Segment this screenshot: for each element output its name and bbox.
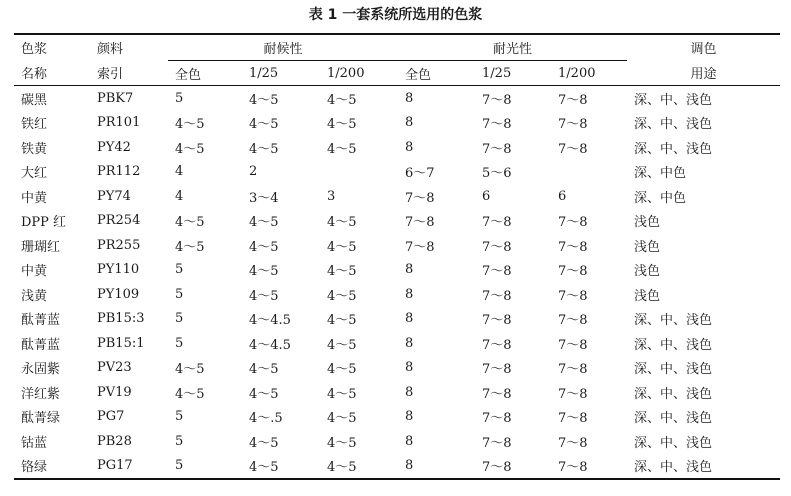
table-row	[14, 184, 780, 209]
cell-weather-full: 5	[175, 433, 184, 449]
cell-weather-full: 5	[175, 90, 184, 106]
cell-light-1-200: 6	[558, 188, 567, 204]
cell-tinting-usage: 深、中、浅色	[634, 386, 713, 402]
cell-light-full: 8	[405, 409, 414, 425]
table-row	[14, 429, 780, 454]
header-light-fastness: 耐光性	[398, 34, 627, 61]
table-row	[14, 282, 780, 307]
cell-pigment-index: PB15:1	[97, 335, 145, 351]
cell-weather-full: 4～5	[175, 215, 205, 231]
cell-weather-1-25: 3～4	[249, 190, 279, 206]
cell-light-full: 8	[405, 286, 414, 302]
header-pigment: 颜料	[97, 42, 124, 58]
cell-weather-full: 5	[175, 335, 184, 351]
cell-weather-1-200: 4～5	[327, 264, 357, 280]
cell-light-1-25: 7～8	[482, 362, 512, 378]
table-row	[14, 86, 780, 111]
header-index: 索引	[97, 67, 124, 83]
cell-light-1-200: 7～8	[558, 215, 588, 231]
cell-weather-1-200: 4～5	[327, 435, 357, 451]
table-row	[14, 307, 780, 332]
header-colorant: 色浆	[21, 42, 48, 58]
cell-weather-full: 4～5	[175, 117, 205, 133]
cell-weather-1-200	[320, 160, 398, 185]
cell-weather-full: 4～5	[175, 141, 205, 157]
cell-light-full: 8	[405, 335, 414, 351]
cell-light-full: 7～8	[405, 190, 435, 206]
cell-weather-1-200: 4～5	[327, 288, 357, 304]
cell-light-1-25: 7～8	[482, 264, 512, 280]
cell-weather-1-25: 4～5	[249, 288, 279, 304]
cell-weather-full: 5	[175, 286, 184, 302]
cell-weather-1-25: 4～5	[249, 264, 279, 280]
cell-light-1-200: 7～8	[558, 386, 588, 402]
cell-colorant-name: 铁黄	[21, 141, 48, 157]
cell-weather-full: 5	[175, 458, 184, 474]
table-row	[14, 405, 780, 430]
cell-weather-1-200: 4～5	[327, 239, 357, 255]
cell-pigment-index: PB15:3	[97, 311, 145, 327]
cell-colorant-name: 钴蓝	[21, 435, 48, 451]
cell-light-1-200: 7～8	[558, 264, 588, 280]
cell-light-1-200: 7～8	[558, 460, 588, 476]
table-title: 表 1 一套系统所选用的色浆	[308, 7, 483, 23]
cell-light-full: 8	[405, 262, 414, 278]
cell-weather-1-200: 4～5	[327, 460, 357, 476]
header-weather-1-200: 1/200	[327, 65, 365, 81]
cell-weather-full: 4	[175, 188, 184, 204]
cell-colorant-name: 永固紫	[21, 362, 61, 378]
cell-colorant-name: 洋红紫	[21, 386, 61, 402]
cell-light-full: 6～7	[405, 166, 435, 182]
cell-colorant-name: 铁红	[21, 117, 48, 133]
cell-colorant-name: 铬绿	[21, 460, 48, 476]
cell-weather-1-25: 4～5	[249, 362, 279, 378]
cell-light-full: 8	[405, 90, 414, 106]
table-row	[14, 209, 780, 234]
cell-weather-1-200: 4～5	[327, 362, 357, 378]
cell-weather-1-25: 4～5	[249, 141, 279, 157]
header-row-1	[14, 34, 780, 61]
header-weather-full: 全色	[175, 67, 202, 83]
cell-colorant-name: DPP 红	[21, 215, 67, 231]
cell-light-1-200: 7～8	[558, 141, 588, 157]
cell-pigment-index: PG17	[97, 458, 133, 474]
cell-tinting-usage: 深、中色	[634, 190, 687, 206]
cell-light-1-200: 7～8	[558, 435, 588, 451]
cell-light-1-25: 7～8	[482, 288, 512, 304]
cell-light-full: 7～8	[405, 215, 435, 231]
header-light-full: 全色	[405, 67, 432, 83]
cell-light-1-200: 7～8	[558, 239, 588, 255]
header-usage: 用途	[690, 67, 717, 83]
cell-weather-full: 4～5	[175, 239, 205, 255]
cell-weather-1-25: 4～5	[249, 239, 279, 255]
cell-weather-1-25: 4～5	[249, 386, 279, 402]
cell-tinting-usage: 深、中色	[634, 166, 687, 182]
cell-tinting-usage: 深、中、浅色	[634, 411, 713, 427]
cell-light-1-25: 7～8	[482, 141, 512, 157]
cell-tinting-usage: 浅色	[634, 264, 661, 280]
cell-weather-1-200: 4～5	[327, 337, 357, 353]
cell-pigment-index: PBK7	[97, 90, 134, 106]
cell-weather-full: 5	[175, 262, 184, 278]
cell-light-1-25: 7～8	[482, 435, 512, 451]
cell-weather-1-25: 4～5	[249, 460, 279, 476]
cell-colorant-name: 中黄	[21, 190, 48, 206]
cell-light-1-25: 7～8	[482, 239, 512, 255]
cell-pigment-index: PG7	[97, 409, 125, 425]
header-light-1-200: 1/200	[558, 65, 596, 81]
cell-tinting-usage: 深、中、浅色	[634, 313, 713, 329]
header-row-2	[14, 61, 780, 86]
table-body	[14, 86, 780, 480]
table-row	[14, 258, 780, 283]
cell-weather-1-200: 3	[327, 188, 336, 204]
cell-light-1-200: 7～8	[558, 117, 588, 133]
cell-weather-full: 5	[175, 311, 184, 327]
cell-tinting-usage: 深、中、浅色	[634, 117, 713, 133]
cell-tinting-usage: 深、中、浅色	[634, 435, 713, 451]
cell-pigment-index: PR255	[97, 237, 141, 253]
cell-weather-1-200: 4～5	[327, 141, 357, 157]
cell-weather-1-25: 4～4.5	[249, 337, 291, 353]
cell-weather-1-200: 4～5	[327, 92, 357, 108]
cell-weather-full: 4	[175, 164, 184, 180]
cell-light-full: 7～8	[405, 239, 435, 255]
cell-light-full: 8	[405, 115, 414, 131]
cell-colorant-name: 酞菁蓝	[21, 337, 61, 353]
cell-colorant-name: 酞菁绿	[21, 411, 61, 427]
cell-weather-1-25: 4～.5	[249, 411, 283, 427]
table-row	[14, 135, 780, 160]
cell-light-1-25: 7～8	[482, 411, 512, 427]
cell-light-1-25: 7～8	[482, 215, 512, 231]
table-row	[14, 111, 780, 136]
cell-weather-1-25: 4～5	[249, 117, 279, 133]
cell-light-1-200: 7～8	[558, 362, 588, 378]
cell-weather-1-25: 4～4.5	[249, 313, 291, 329]
cell-weather-1-200: 4～5	[327, 411, 357, 427]
table-row	[14, 233, 780, 258]
cell-light-1-200	[551, 160, 627, 185]
header-tinting: 调色	[690, 42, 717, 58]
table-row	[14, 331, 780, 356]
header-weather-resistance: 耐候性	[168, 34, 398, 61]
cell-weather-full: 4～5	[175, 386, 205, 402]
cell-pigment-index: PV19	[97, 384, 132, 400]
cell-light-full: 8	[405, 384, 414, 400]
cell-weather-1-200: 4～5	[327, 215, 357, 231]
cell-weather-1-200: 4～5	[327, 313, 357, 329]
cell-light-1-25: 7～8	[482, 386, 512, 402]
cell-tinting-usage: 深、中、浅色	[634, 362, 713, 378]
cell-light-1-200: 7～8	[558, 92, 588, 108]
cell-light-1-25: 7～8	[482, 337, 512, 353]
cell-tinting-usage: 深、中、浅色	[634, 92, 713, 108]
cell-pigment-index: PY110	[97, 262, 140, 278]
cell-light-1-200: 7～8	[558, 411, 588, 427]
cell-colorant-name: 大红	[21, 166, 48, 182]
cell-light-1-25: 5～6	[482, 166, 512, 182]
cell-light-1-200: 7～8	[558, 288, 588, 304]
cell-tinting-usage: 深、中、浅色	[634, 337, 713, 353]
cell-light-full: 8	[405, 458, 414, 474]
table-row	[14, 380, 780, 405]
cell-light-1-200: 7～8	[558, 337, 588, 353]
cell-light-1-25: 6	[482, 188, 491, 204]
cell-colorant-name: 酞菁蓝	[21, 313, 61, 329]
cell-light-full: 8	[405, 139, 414, 155]
cell-pigment-index: PR254	[97, 213, 141, 229]
cell-tinting-usage: 深、中、浅色	[634, 141, 713, 157]
pigment-table	[14, 33, 780, 480]
cell-light-1-25: 7～8	[482, 313, 512, 329]
cell-weather-full: 5	[175, 409, 184, 425]
cell-light-full: 8	[405, 433, 414, 449]
cell-weather-1-25: 4～5	[249, 215, 279, 231]
cell-pigment-index: PY42	[97, 139, 131, 155]
table-header	[14, 34, 780, 86]
cell-light-1-25: 7～8	[482, 460, 512, 476]
cell-pigment-index: PY109	[97, 286, 140, 302]
cell-colorant-name: 碳黑	[21, 92, 48, 108]
cell-tinting-usage: 浅色	[634, 288, 661, 304]
cell-colorant-name: 中黄	[21, 264, 48, 280]
header-name: 名称	[21, 67, 48, 83]
table-row	[14, 454, 780, 480]
cell-pigment-index: PR101	[97, 115, 141, 131]
cell-light-full: 8	[405, 360, 414, 376]
cell-weather-1-200: 4～5	[327, 117, 357, 133]
cell-tinting-usage: 浅色	[634, 239, 661, 255]
cell-weather-1-200: 4～5	[327, 386, 357, 402]
cell-weather-1-25: 4～5	[249, 435, 279, 451]
cell-weather-1-25: 4～5	[249, 92, 279, 108]
cell-light-1-25: 7～8	[482, 117, 512, 133]
cell-tinting-usage: 浅色	[634, 215, 661, 231]
header-light-1-25: 1/25	[482, 65, 512, 81]
cell-colorant-name: 浅黄	[21, 288, 48, 304]
cell-colorant-name: 珊瑚红	[21, 239, 61, 255]
cell-pigment-index: PR112	[97, 164, 141, 180]
cell-tinting-usage: 深、中、浅色	[634, 460, 713, 476]
header-weather-1-25: 1/25	[249, 65, 279, 81]
cell-weather-full: 4～5	[175, 362, 205, 378]
cell-light-full: 8	[405, 311, 414, 327]
cell-pigment-index: PY74	[97, 188, 131, 204]
cell-pigment-index: PV23	[97, 360, 132, 376]
table-row	[14, 356, 780, 381]
cell-light-1-25: 7～8	[482, 92, 512, 108]
cell-weather-1-25: 2	[249, 164, 258, 180]
cell-pigment-index: PB28	[97, 433, 132, 449]
cell-light-1-200: 7～8	[558, 313, 588, 329]
table-row	[14, 160, 780, 185]
